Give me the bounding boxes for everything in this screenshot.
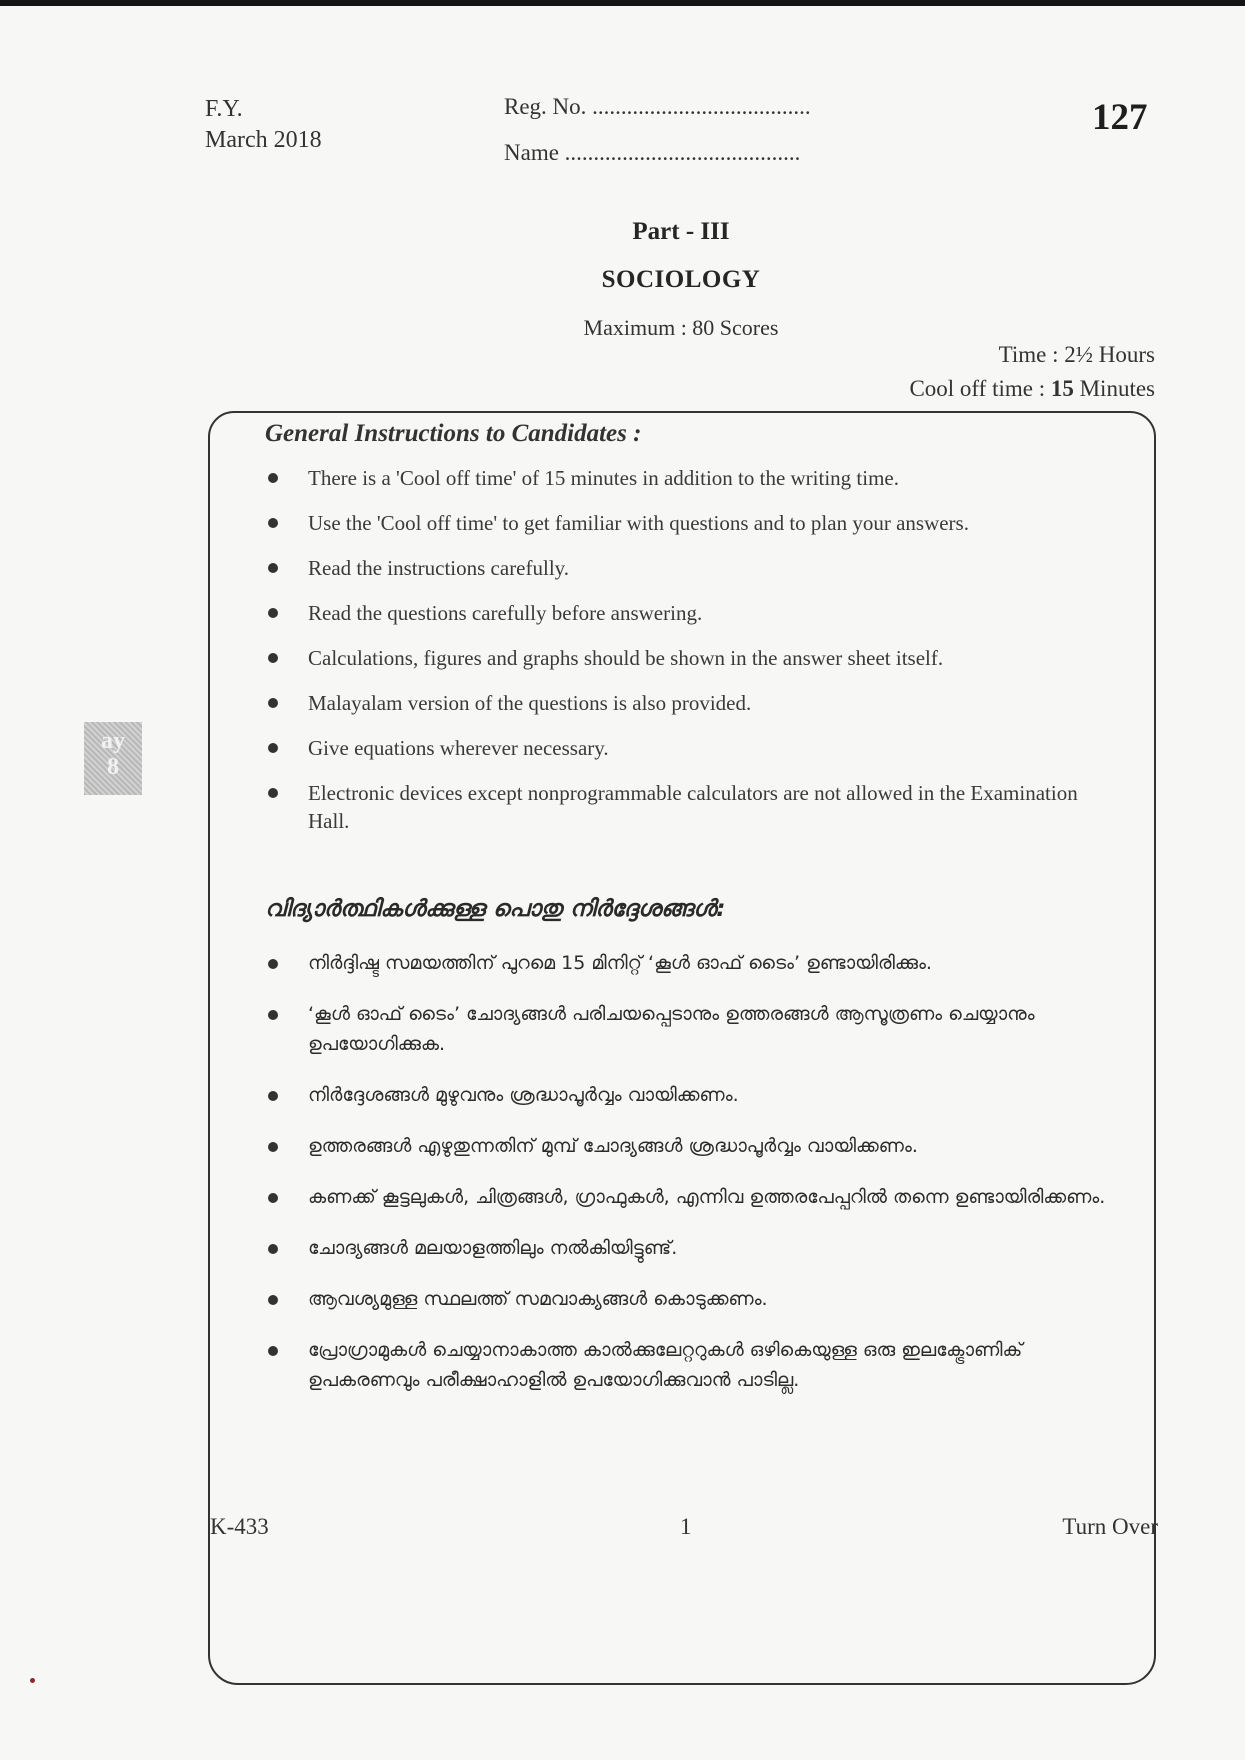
bullet-icon bbox=[268, 788, 278, 798]
page-number: 1 bbox=[680, 1514, 692, 1539]
top-edge-line bbox=[0, 0, 1245, 6]
cool-off-value: 15 bbox=[1050, 376, 1074, 401]
bullet-icon bbox=[268, 1142, 278, 1152]
bullet-icon bbox=[268, 1295, 278, 1305]
paper-code: 127 bbox=[1092, 97, 1148, 138]
cool-off-time bbox=[909, 376, 1155, 402]
bullet-icon bbox=[268, 1091, 278, 1101]
instruction-text: പ്രോഗ്രാമുകൾ ചെയ്യാനാകാത്ത കാൽക്കുലേറ്ററുകൾ ഒഴികെയുള്ള ഒരു ഇലക്ട്രോണിക് ഉപകരണവും പരീക്ഷാഹാളിൽ ഉപയോഗിക്കുവാൻ പാടില്ല. bbox=[308, 1339, 1023, 1391]
instruction-text: നിർദ്ദേശങ്ങൾ മുഴുവനും ശ്രദ്ധാപൂർവ്വം വായിക്കണം. bbox=[308, 1084, 739, 1106]
list-item bbox=[262, 779, 1124, 835]
bullet-icon bbox=[268, 1010, 278, 1020]
list-item bbox=[262, 1182, 1124, 1212]
list-item bbox=[262, 1233, 1124, 1263]
maximum-score: Maximum : 80 Scores bbox=[583, 315, 779, 340]
side-tab-line-2: 8 bbox=[107, 754, 119, 780]
bullet-icon bbox=[268, 698, 278, 708]
bullet-icon bbox=[268, 473, 278, 483]
instruction-text: ആവശ്യമുള്ള സ്ഥലത്ത് സമവാക്യങ്ങൾ കൊടുക്കണം. bbox=[308, 1288, 768, 1310]
list-item bbox=[262, 999, 1124, 1059]
malayalam-instructions-heading: വിദ്യാർത്ഥികൾക്കുള്ള പൊതു നിർദ്ദേശങ്ങൾ: bbox=[265, 896, 726, 922]
list-item bbox=[262, 734, 1124, 762]
list-item bbox=[262, 464, 1124, 492]
bullet-icon bbox=[268, 563, 278, 573]
list-item bbox=[262, 1080, 1124, 1110]
subject-title: SOCIOLOGY bbox=[601, 266, 761, 293]
instruction-text: There is a 'Cool off time' of 15 minutes in addition to the writing time. bbox=[308, 466, 900, 490]
side-tab-stamp bbox=[84, 722, 142, 795]
name-field: Name ......................................... bbox=[504, 140, 801, 165]
reg-no-field: Reg. No. ...................................... bbox=[504, 94, 811, 119]
time-allowed: Time : 2½ Hours bbox=[998, 342, 1155, 367]
ink-speck bbox=[30, 1678, 35, 1683]
instruction-text: Malayalam version of the questions is also provided. bbox=[308, 691, 752, 715]
instruction-text: ചോദ്യങ്ങൾ മലയാളത്തിലും നൽകിയിട്ടുണ്ട്. bbox=[308, 1237, 678, 1259]
instruction-text: ഉത്തരങ്ങൾ എഴുതുന്നതിന് മുമ്പ് ചോദ്യങ്ങൾ ശ്രദ്ധാപൂർവ്വം വായിക്കണം. bbox=[308, 1135, 918, 1157]
footer-code: K-433 bbox=[210, 1514, 269, 1539]
english-instructions-list bbox=[262, 464, 1124, 852]
list-item bbox=[262, 1335, 1124, 1395]
exam-series: F.Y. bbox=[205, 96, 243, 122]
list-item bbox=[262, 1131, 1124, 1161]
instruction-text: Electronic devices except nonprogrammable calculators are not allowed in the Examination Hall. bbox=[308, 781, 1078, 833]
bullet-icon bbox=[268, 608, 278, 618]
exam-session: March 2018 bbox=[205, 127, 322, 153]
bullet-icon bbox=[268, 518, 278, 528]
instruction-text: നിർദ്ദിഷ്ട സമയത്തിന് പുറമെ 15 മിനിറ്റ് ‘കൂൾ ഓഫ് ടൈം’ ഉണ്ടായിരിക്കും. bbox=[308, 952, 932, 974]
bullet-icon bbox=[268, 1244, 278, 1254]
side-tab-line-1: ay bbox=[101, 728, 125, 754]
list-item bbox=[262, 599, 1124, 627]
instruction-text: ‘കൂൾ ഓഫ് ടൈം’ ചോദ്യങ്ങൾ പരിചയപ്പെടാനും ഉത്തരങ്ങൾ ആസൂത്രണം ചെയ്യാനും ഉപയോഗിക്കുക. bbox=[308, 1003, 1035, 1055]
bullet-icon bbox=[268, 1346, 278, 1356]
bullet-icon bbox=[268, 743, 278, 753]
malayalam-instructions-list bbox=[262, 948, 1124, 1416]
instruction-text: Give equations wherever necessary. bbox=[308, 736, 609, 760]
list-item bbox=[262, 689, 1124, 717]
english-instructions-heading: General Instructions to Candidates : bbox=[265, 420, 642, 447]
list-item bbox=[262, 554, 1124, 582]
bullet-icon bbox=[268, 959, 278, 969]
list-item bbox=[262, 1284, 1124, 1314]
instruction-text: Use the 'Cool off time' to get familiar with questions and to plan your answers. bbox=[308, 511, 969, 535]
list-item bbox=[262, 644, 1124, 672]
part-title: Part - III bbox=[632, 218, 730, 245]
exam-series-block bbox=[205, 94, 322, 156]
list-item bbox=[262, 948, 1124, 978]
instruction-text: Read the questions carefully before answering. bbox=[308, 601, 703, 625]
instruction-text: കണക്ക് കൂട്ടലുകൾ, ചിത്രങ്ങൾ, ഗ്രാഫുകൾ, എന്നിവ ഉത്തരപേപ്പറിൽ തന്നെ ഉണ്ടായിരിക്കണം. bbox=[308, 1186, 1106, 1208]
instruction-text: Read the instructions carefully. bbox=[308, 556, 570, 580]
turn-over-label: Turn Over bbox=[1062, 1514, 1158, 1539]
bullet-icon bbox=[268, 1193, 278, 1203]
instruction-text: Calculations, figures and graphs should be shown in the answer sheet itself. bbox=[308, 646, 944, 670]
cool-off-label: Cool off time : bbox=[909, 376, 1051, 401]
bullet-icon bbox=[268, 653, 278, 663]
cool-off-unit: Minutes bbox=[1073, 376, 1155, 401]
list-item bbox=[262, 509, 1124, 537]
